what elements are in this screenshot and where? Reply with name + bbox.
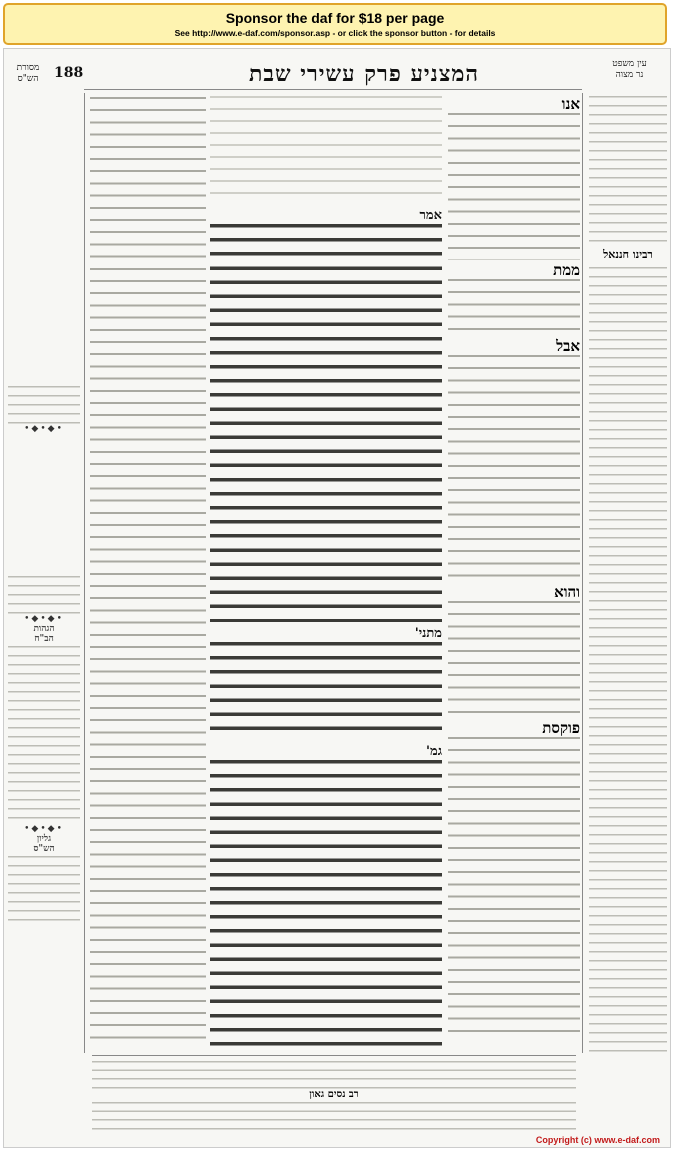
divider-ornament-2: •◆•◆• [24,614,64,624]
tosafot-head-row [448,94,580,113]
rashi-column [90,94,206,1054]
mesoret-label: מסורת הש"ס [16,63,40,84]
tosafot-text-1 [448,110,580,260]
rabbeinu-chananel-title: רבינו חננאל [603,248,653,261]
tosafot-text-4 [448,598,580,718]
tosafot-headword-4: והוא [554,583,580,601]
tosafot-text-3 [448,352,580,582]
tosafot-headword-3: אבל [556,337,580,355]
tosafot-headword: אנו [561,95,580,113]
gemara-row [210,740,442,758]
gemara-word: גמ' [426,744,442,759]
talmud-page [3,48,671,1148]
divider-ornament-3: •◆•◆• [24,824,64,834]
gilyon-text [8,854,80,924]
ein-mishpat-text [589,94,667,244]
mishna-row [210,622,442,640]
tosafot-headword-2: ממת [553,261,580,279]
hagahot-title: הגהות הב"ח [33,624,55,644]
ein-mishpat-label: עין משפט נר מצוה [612,59,647,80]
mesoret-column [8,94,80,1054]
hagahot-text [8,644,80,824]
gemara-start-row [210,204,442,222]
copyright-notice[interactable]: Copyright (c) www.e-daf.com [535,1135,660,1145]
tosafot-head-row-3 [448,336,580,355]
divider-ornament-1: •◆•◆• [24,424,64,434]
tosafot-head-row-4 [448,582,580,601]
chapter-title: המצניע פרק עשירי שבת [248,61,480,87]
ein-mishpat-column [589,94,667,1054]
left-column-rule [84,93,85,1053]
mishna-word: מתני' [414,626,442,641]
sponsor-banner[interactable] [3,3,667,45]
footer-lines-bottom [92,1100,576,1134]
gilyon-title: גליון הש"ס [33,834,55,854]
tosafot-head-row-2 [448,260,580,279]
tosafot-headword-5: פוקסת [542,719,580,737]
sponsor-subtitle[interactable]: See http://www.e-daf.com/sponsor.asp - or click the sponsor button - for details [174,28,496,38]
footer-notes [92,1059,576,1137]
gemara-text-1 [210,222,442,622]
gemara-text-2 [210,640,442,740]
gemara-start-word: אמר [419,208,442,223]
footer-lines-top [92,1059,576,1089]
right-column-rule [582,93,583,1053]
gemara-top-lines [210,94,442,204]
tosafot-text-2 [448,276,580,336]
mesoret-text-2 [8,574,80,614]
page-header [4,59,670,89]
mesoret-text [8,384,80,424]
tosafot-head-row-5 [448,718,580,737]
tosafot-column [448,94,580,1054]
footer-rule [92,1055,576,1056]
rabbeinu-chananel-text [589,265,667,1054]
rav-nissim-gaon-title: רב נסים גאון [309,1089,359,1100]
page-number: 188 [54,65,84,81]
rashi-text [90,94,206,1044]
gemara-column [210,94,442,1054]
sponsor-title[interactable]: Sponsor the daf for $18 per page [225,10,445,26]
tosafot-text-5 [448,734,580,1034]
gemara-text-3 [210,758,442,1048]
header-rule [84,89,582,90]
